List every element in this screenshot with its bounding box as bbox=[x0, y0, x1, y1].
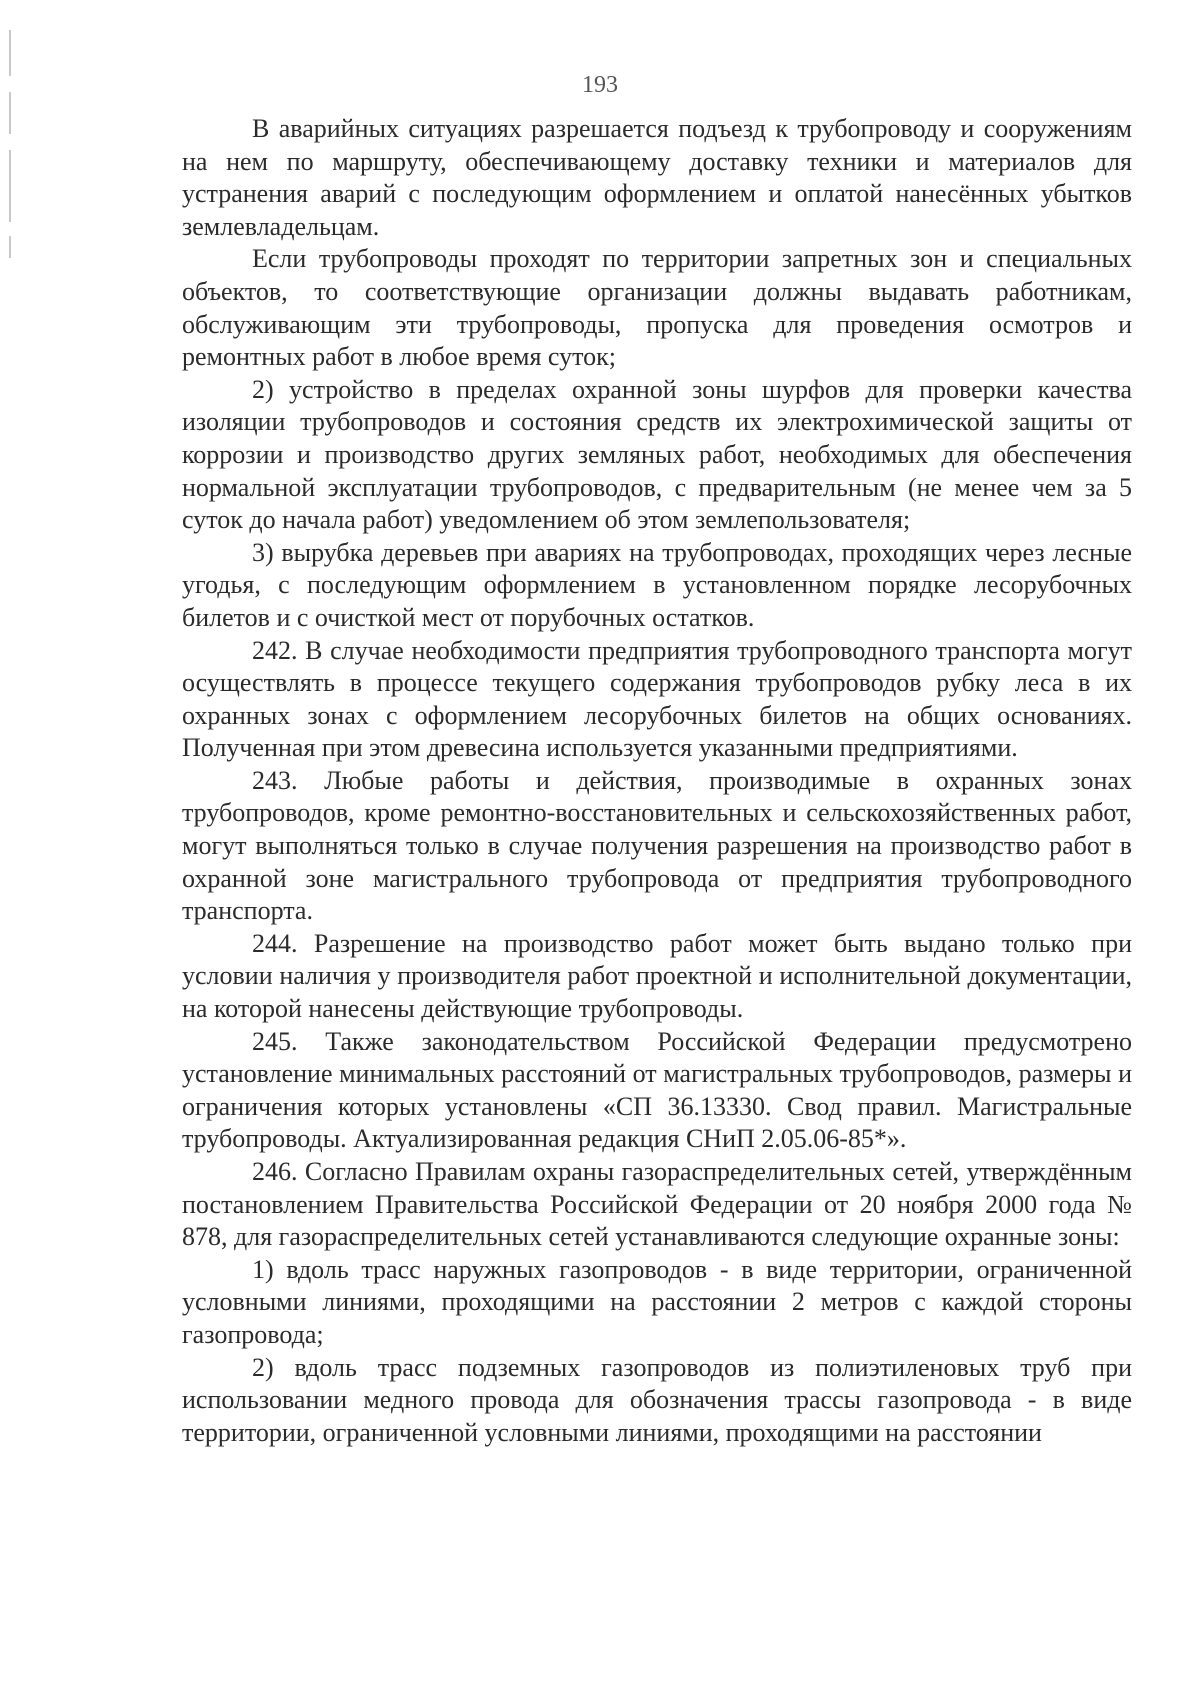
paragraph-restricted-zones: Если трубопроводы проходят по территории запретных зон и специальных объектов, то соответствующие организации должны выдавать работникам, обслуживающим эти трубопроводы, пропуска для проведения осмотров и ремонтных работ в любое время суток; bbox=[182, 244, 1132, 372]
scan-edge-mark bbox=[9, 236, 11, 258]
document-body bbox=[182, 113, 1132, 1449]
paragraph-emergency-access: В аварийных ситуациях разрешается подъезд к трубопроводу и сооружениям на нем по маршруту, обеспечивающему доставку техники и материалов для устранения аварий с последующим оформлением и оплатой нанесённых убытков землевладельцам. bbox=[182, 114, 1132, 241]
paragraph-item-2-pits: 2) устройство в пределах охранной зоны шурфов для проверки качества изоляции трубопроводов и состояния средств их электрохимической защиты от коррозии и производство других земляных работ, необходимых для обеспечения нормальной эксплуатации трубопроводов, с предварительным (не менее чем за 5 суток до начала работ) уведомлением об этом землепользователя; bbox=[182, 374, 1132, 535]
page-number: 193 bbox=[582, 72, 618, 98]
paragraph-244: 244. Разрешение на производство работ может быть выдано только при условии наличия у производителя работ проектной и исполнительной документации, на которой нанесены действующие трубопроводы. bbox=[182, 928, 1132, 1024]
scan-edge-mark bbox=[9, 150, 11, 222]
paragraph-246: 246. Согласно Правилам охраны газораспределительных сетей, утверждённым постановлением Правительства Российской Федерации от 20 ноября 2000 года № 878, для газораспределительных сетей устанавливаются следующие охранные зоны: bbox=[182, 1157, 1132, 1252]
paragraph-246-item-1: 1) вдоль трасс наружных газопроводов - в виде территории, ограниченной условными линиями, проходящими на расстоянии 2 метров с каждой стороны газопровода; bbox=[182, 1254, 1132, 1349]
paragraph-246-item-2: 2) вдоль трасс подземных газопроводов из полиэтиленовых труб при использовании медного провода для обозначения трассы газопровода - в виде территории, ограниченной условными линиями, проходящими на расстоянии bbox=[182, 1352, 1132, 1447]
paragraph-242: 242. В случае необходимости предприятия трубопроводного транспорта могут осуществлять в процессе текущего содержания трубопроводов рубку леса в их охранных зонах с оформлением лесорубочных билетов на общих основаниях. Полученная при этом древесина используется указанными предприятиями. bbox=[182, 635, 1132, 763]
paragraph-243: 243. Любые работы и действия, производимые в охранных зонах трубопроводов, кроме ремонтно-восстановительных и сельскохозяйственных работ, могут выполняться только в случае получения разрешения на производство работ в охранной зоне магистрального трубопровода от предприятия трубопроводного транспорта. bbox=[182, 765, 1132, 926]
paragraph-245: 245. Также законодательством Российской Федерации предусмотрено установление минимальных расстояний от магистральных трубопроводов, размеры и ограничения которых установлены «СП 36.13330. Свод правил. Магистральные трубопроводы. Актуализированная редакция СНиП 2.05.06-85*». bbox=[182, 1026, 1132, 1154]
paragraph-item-3-tree-felling: 3) вырубка деревьев при авариях на трубопроводах, проходящих через лесные угодья, с последующим оформлением в установленном порядке лесорубочных билетов и с очисткой мест от порубочных остатков. bbox=[182, 537, 1132, 632]
scan-edge-mark bbox=[9, 30, 11, 76]
